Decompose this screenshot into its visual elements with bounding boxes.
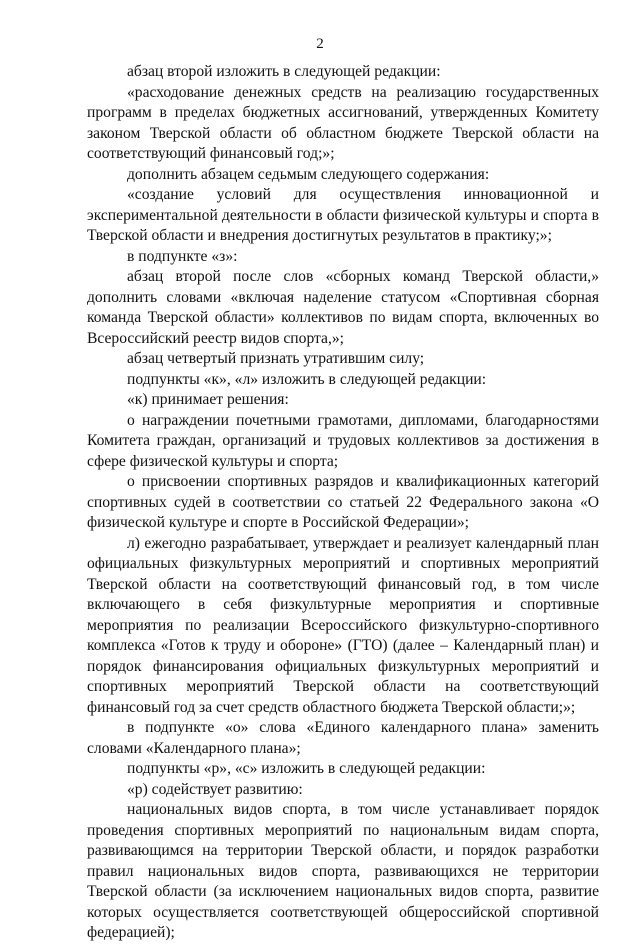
paragraph: подпункты «к», «л» изложить в следующей редакции: xyxy=(127,370,487,388)
document-body xyxy=(87,62,599,944)
paragraph: подпункты «р», «с» изложить в следующей редакции: xyxy=(127,760,486,777)
paragraph: в подпункте «о» слова «Единого календарного плана» заменить словами «Календарного плана»; xyxy=(87,719,599,757)
paragraph: в подпункте «з»: xyxy=(127,247,238,265)
paragraph: абзац второй после слов «сборных команд Тверской области,» дополнить словами «включая наделение статусом «Спортивная сборная команда Тверской области» коллективов по видам спорта, включенных во Всероссийский реестр видов спорта,»; xyxy=(87,268,599,347)
paragraph: «создание условий для осуществления инновационной и экспериментальной деятельности в области физической культуры и спорта в Тверской области и внедрения достигнутых результатов в практику;»; xyxy=(87,186,599,244)
paragraph: «р) содействует развитию: xyxy=(127,780,303,798)
page-number: 2 xyxy=(316,36,324,52)
paragraph: л) ежегодно разрабатывает, утверждает и реализует календарный план официальных физкультурных мероприятий и спортивных мероприятий Тверской области на соответствующий финансовый год, в том числе включающего в себя физкультурные мероприятия и спортивные мероприятия по реализации Всероссийского физкультурно-спортивного комплекса «Готов к труду и обороне» (ГТО) (далее – Календарный план) и порядок финансирования официальных физкультурных мероприятий и спортивных мероприятий Тверской области на соответствующий финансовый год за счет средств областного бюджета Тверской области;»; xyxy=(87,534,599,716)
paragraph: о награждении почетными грамотами, дипломами, благодарностями Комитета граждан, организаций и трудовых коллективов за достижения в сфере физической культуры и спорта; xyxy=(87,411,599,470)
paragraph: «к) принимает решения: xyxy=(127,391,289,408)
paragraph: национальных видов спорта, в том числе устанавливает порядок проведения спортивных мероприятий по национальным видам спорта, развивающимся на территории Тверской области, и порядок разработки правил национальных видов спорта, развивающихся не территории Тверской области (за исключением национальных видов спорта, развитие которых осуществляется соответствующей общероссийской спортивной федерацией); xyxy=(87,801,599,941)
paragraph: «расходование денежных средств на реализацию государственных программ в пределах бюджетных ассигнований, утвержденных Комитету законом Тверской области об областном бюджете Тверской области на соответствующий финансовый год;»; xyxy=(87,83,599,162)
paragraph: о присвоении спортивных разрядов и квалификационных категорий спортивных судей в соответствии со статьей 22 Федерального закона «О физической культуре и спорте в Российской Федерации»; xyxy=(87,473,599,531)
paragraph: дополнить абзацем седьмым следующего содержания: xyxy=(127,165,490,183)
paragraph: абзац четвертый признать утратившим силу; xyxy=(127,350,425,367)
paragraph: абзац второй изложить в следующей редакции: xyxy=(127,63,441,80)
